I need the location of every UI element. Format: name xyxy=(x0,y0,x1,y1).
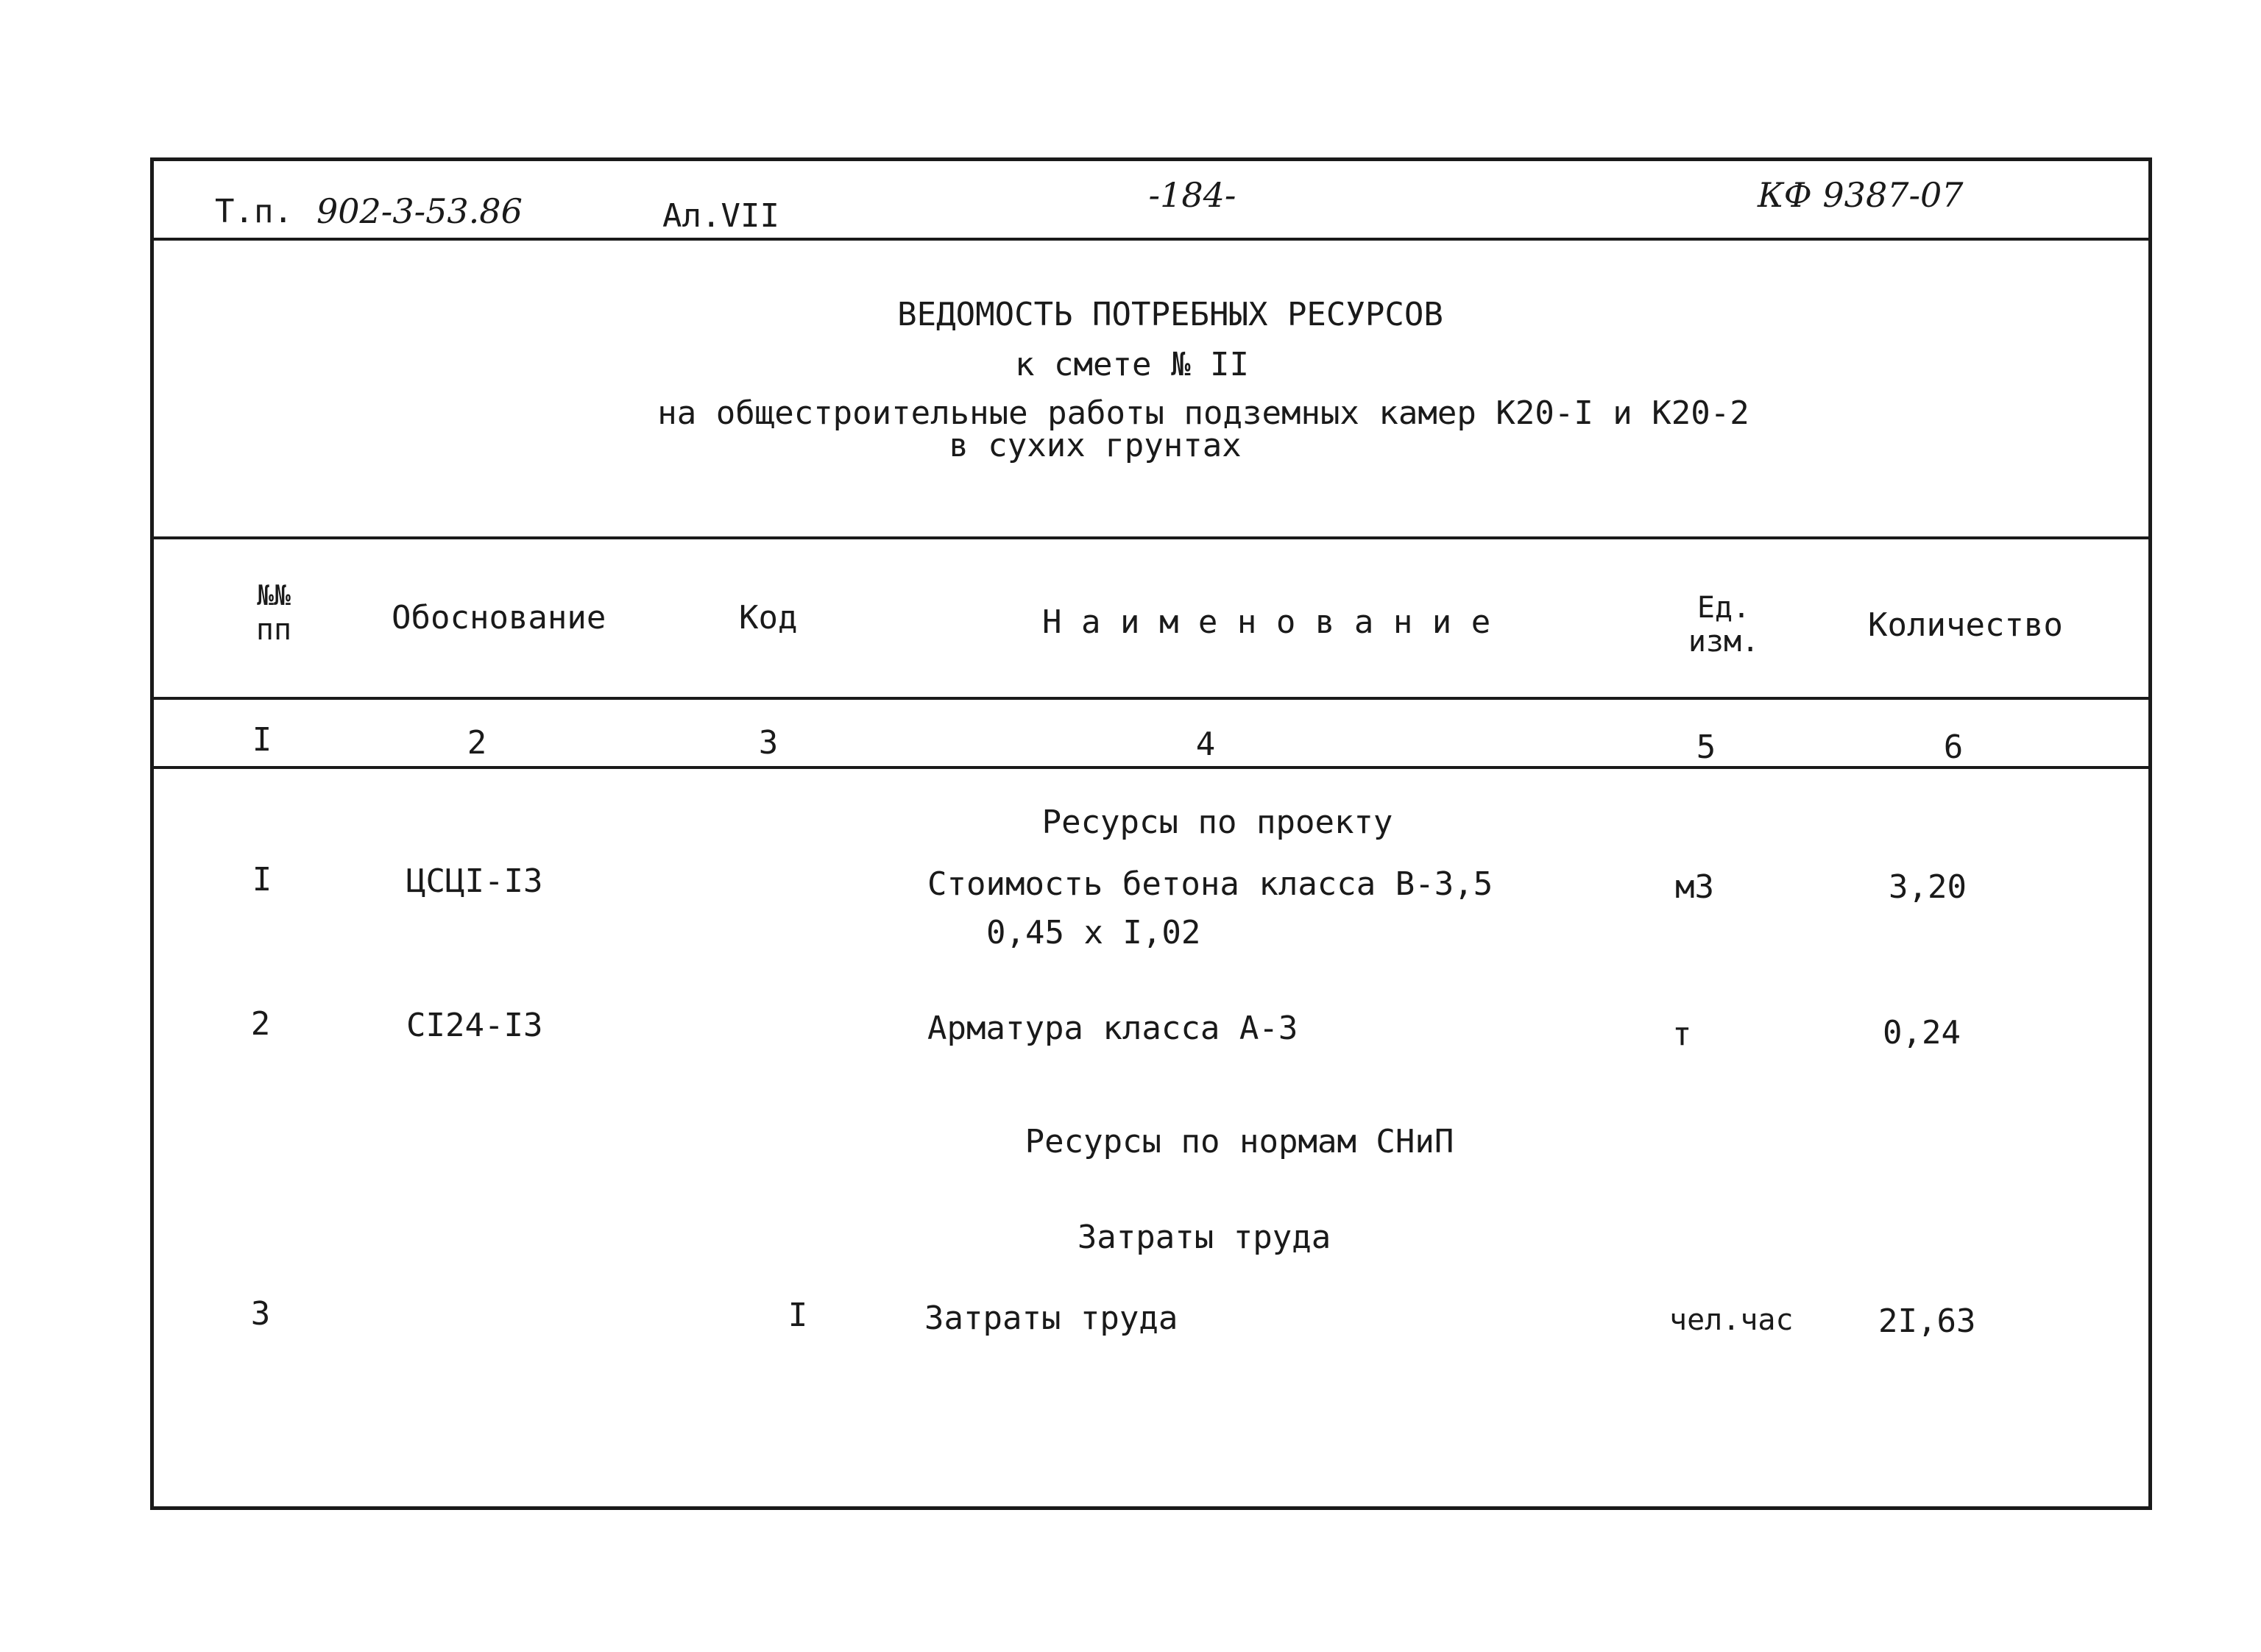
row-3-name: Затраты труда xyxy=(924,1300,1178,1337)
title-line-1: ВЕДОМОСТЬ ПОТРЕБНЫХ РЕСУРСОВ xyxy=(897,296,1443,333)
row-3-num: 3 xyxy=(250,1295,271,1333)
col-header-code: Код xyxy=(739,599,798,637)
col-number-1: I xyxy=(252,721,272,759)
col-number-3: 3 xyxy=(758,724,779,762)
header-divider xyxy=(154,238,2148,241)
tp-number: 902-3-53.86 xyxy=(316,191,523,231)
title-line-2: к смете № II xyxy=(1015,346,1249,383)
col-number-4: 4 xyxy=(1195,726,1216,763)
title-line-3: на общестроительные работы подземных камер К20-I и К20-2 xyxy=(657,394,1749,432)
title-divider xyxy=(154,536,2148,539)
row-2-unit: т xyxy=(1672,1015,1692,1053)
page-number: -184- xyxy=(1148,175,1236,215)
col-header-basis: Обоснование xyxy=(392,599,606,637)
row-2-qty: 0,24 xyxy=(1883,1014,1961,1052)
col-header-num-1: №№ xyxy=(257,579,291,611)
row-1-name-extra: 0,45 х I,02 xyxy=(986,914,1201,951)
document-code: КФ 9387-07 xyxy=(1758,175,1964,215)
col-header-unit-2: изм. xyxy=(1688,625,1760,659)
row-1-name: Стоимость бетона класса В-3,5 xyxy=(927,865,1493,903)
row-2-basis: СI24-I3 xyxy=(406,1007,543,1044)
row-1-num: I xyxy=(252,861,272,898)
col-number-2: 2 xyxy=(467,724,487,762)
col-header-name: Н а и м е н о в а н и е xyxy=(1042,603,1491,641)
row-3-code: I xyxy=(788,1297,808,1334)
row-3-unit: чел.час xyxy=(1669,1303,1794,1337)
column-number-divider xyxy=(154,766,2148,769)
row-1-unit: м3 xyxy=(1675,868,1714,906)
section-project-resources: Ресурсы по проекту xyxy=(1041,804,1393,841)
row-1-qty: 3,20 xyxy=(1889,868,1967,906)
section-labor: Затраты труда xyxy=(1077,1219,1331,1256)
col-header-num-2: пп xyxy=(255,613,292,647)
column-header-divider xyxy=(154,697,2148,700)
tp-label: Т.п. xyxy=(215,193,293,230)
col-header-qty: Количество xyxy=(1868,606,2063,644)
col-number-6: 6 xyxy=(1943,728,1964,766)
title-line-4: в сухих грунтах xyxy=(949,427,1242,464)
section-norm-resources: Ресурсы по нормам СНиП xyxy=(1025,1123,1454,1160)
row-2-name: Арматура класса А-3 xyxy=(927,1010,1298,1047)
col-header-unit-1: Ед. xyxy=(1696,591,1751,625)
album-label: Ал.VII xyxy=(662,197,779,235)
row-1-basis: ЦСЦI-I3 xyxy=(406,862,543,900)
row-3-qty: 2I,63 xyxy=(1878,1302,1976,1340)
row-2-num: 2 xyxy=(250,1005,271,1043)
col-number-5: 5 xyxy=(1696,728,1716,766)
